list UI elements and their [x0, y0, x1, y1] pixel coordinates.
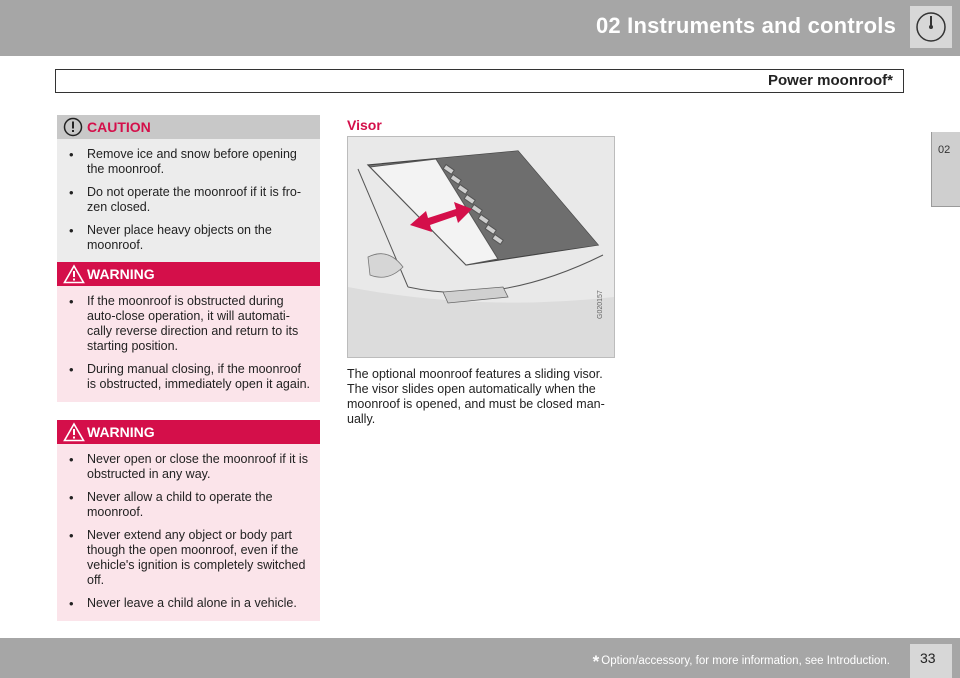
list-item: • Never open or close the moonroof if it is obstructed in any way.: [65, 452, 312, 482]
list-item: • Do not operate the moonroof if it is fro-zen closed.: [65, 185, 312, 215]
list-item: • If the moonroof is obstructed during auto-close operation, it will automati-cally reverse direction and return to its starting position.: [65, 294, 312, 354]
moonroof-illustration: [347, 136, 615, 358]
chapter-tab-label: 02: [938, 144, 951, 156]
caution-title: CAUTION: [87, 119, 151, 135]
section-title: Power moonroof*: [767, 72, 893, 89]
warning-box: [57, 262, 320, 402]
warning-title: WARNING: [87, 266, 155, 282]
caution-body: [57, 139, 320, 263]
warning-triangle-icon: [63, 264, 85, 289]
footnote-star: *: [592, 652, 600, 671]
exclamation-icon: [63, 117, 83, 142]
list-item: • Never leave a child alone in a vehicle.: [65, 596, 312, 611]
chapter-title: 02 Instruments and controls: [595, 13, 896, 38]
warning-triangle-icon: [63, 422, 85, 447]
warning-box: [57, 420, 320, 621]
moonroof-drawing: [348, 137, 614, 357]
footnote: [593, 652, 890, 672]
list-item: • Never extend any object or body part though the open moonroof, even if the vehicle's ignition is completely switched off.: [65, 528, 312, 588]
caution-header: [57, 115, 320, 139]
chapter-tab[interactable]: [931, 132, 960, 207]
list-item: • Never place heavy objects on the moonroof.: [65, 223, 312, 253]
footnote-text: Option/accessory, for more information, see Introduction.: [601, 655, 890, 667]
page-footer: [0, 638, 960, 678]
page-number-box: [910, 644, 952, 678]
gauge-icon: [910, 6, 952, 48]
caution-box: [57, 115, 320, 263]
warning-title: WARNING: [87, 424, 155, 440]
warning-header: [57, 262, 320, 286]
list-item: • Never allow a child to operate the moonroof.: [65, 490, 312, 520]
page-number: 33: [920, 650, 936, 666]
visor-heading: Visor: [347, 117, 382, 133]
figure-code: G020157: [597, 290, 604, 319]
page-header: [0, 0, 960, 56]
section-title-bar: [55, 69, 904, 93]
visor-description: The optional moonroof features a sliding visor. The visor slides open automatically when the moonroof is opened, and must be closed man-ually.: [347, 367, 605, 426]
list-item: • Remove ice and snow before opening the moonroof.: [65, 147, 312, 177]
warning-header: [57, 420, 320, 444]
warning-body: [57, 444, 320, 621]
list-item: • During manual closing, if the moonroof is obstructed, immediately open it again.: [65, 362, 312, 392]
warning-body: [57, 286, 320, 402]
